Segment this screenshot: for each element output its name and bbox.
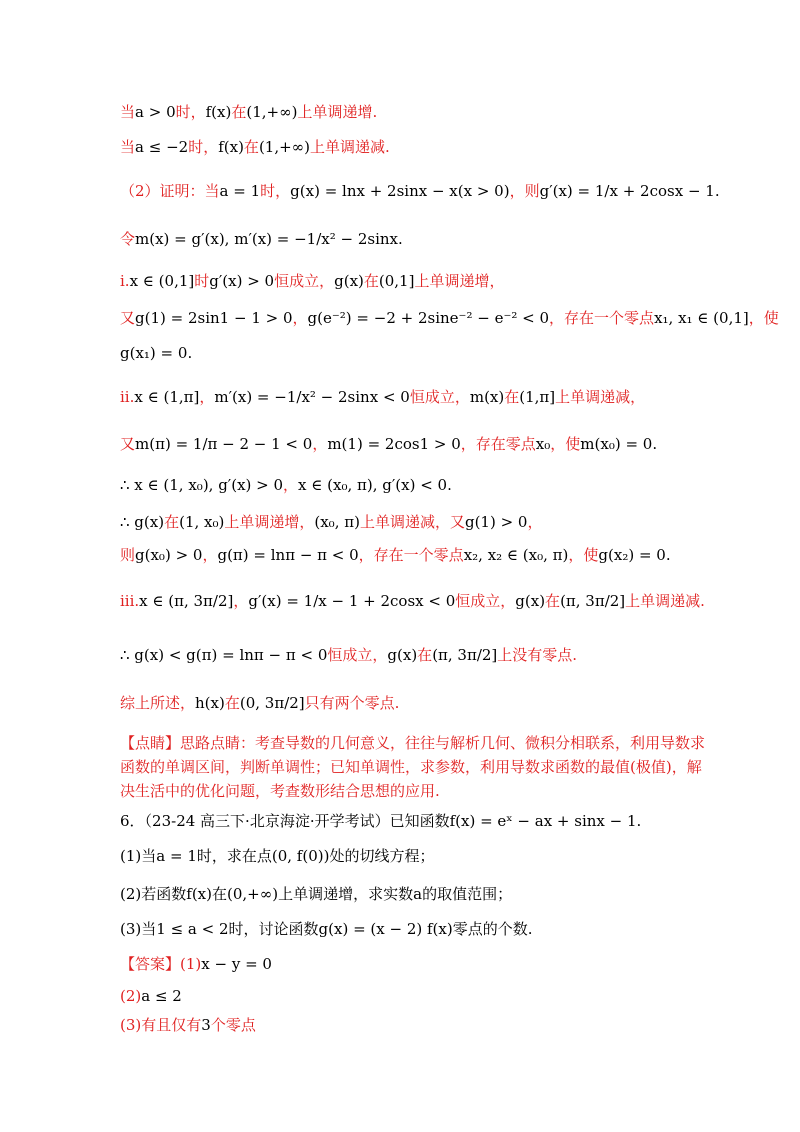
text-segment: a xyxy=(413,885,423,903)
text-segment: ，则 xyxy=(509,182,540,200)
text-segment: ，使 xyxy=(550,435,581,453)
line-subquestion-3 xyxy=(120,918,532,940)
line-hint-1 xyxy=(120,732,705,754)
text-segment: 个零点 xyxy=(210,1016,256,1034)
text-segment: . xyxy=(714,182,720,200)
text-segment: . xyxy=(398,230,403,248)
line-monotonicity-g xyxy=(120,511,542,533)
text-segment: a ≤ −2 xyxy=(135,138,189,156)
text-segment: 上单调递增. xyxy=(297,103,378,121)
text-segment: ， xyxy=(283,476,299,494)
text-segment: 在 xyxy=(545,592,561,610)
line-case-i xyxy=(120,270,504,292)
text-segment: f(x) xyxy=(205,103,232,121)
text-segment: m(x) xyxy=(469,388,505,406)
text-segment: ，存在零点 xyxy=(460,435,536,453)
text-segment: 在 xyxy=(224,694,240,712)
text-segment: 在 xyxy=(211,885,227,903)
text-segment: a = 1 xyxy=(156,847,197,865)
text-segment: h(x) xyxy=(195,694,225,712)
text-segment: (2) xyxy=(120,885,142,903)
text-segment: （2）证明：当 xyxy=(120,182,220,200)
text-segment: 上单调递增， xyxy=(224,513,315,531)
text-segment: (2) xyxy=(120,987,142,1005)
line-problem-6 xyxy=(120,810,641,832)
text-segment: (0,+∞) xyxy=(227,885,279,903)
text-segment: ∴ x ∈ (1, x₀), g′(x) > 0 xyxy=(120,476,284,494)
line-answer-3 xyxy=(120,1014,256,1036)
text-segment: ，存在一个零点 xyxy=(549,309,655,327)
line-define-m xyxy=(120,228,403,250)
text-segment: 综上所述， xyxy=(120,694,196,712)
text-segment: (1,π] xyxy=(519,388,556,406)
text-segment: 在 xyxy=(363,272,379,290)
text-segment: (1,+∞) xyxy=(258,138,311,156)
text-segment: 零点的个数. xyxy=(452,920,533,938)
text-segment: m(x) = g′(x), m′(x) = −1/x² − 2sinx xyxy=(135,230,399,248)
text-segment: 3 xyxy=(201,1016,211,1034)
text-segment: x − y = 0 xyxy=(201,955,272,973)
line-case-ii xyxy=(120,386,645,408)
text-segment: (1) xyxy=(120,847,142,865)
text-segment: 当 xyxy=(141,847,157,865)
text-segment: 上单调递增，求实数 xyxy=(278,885,414,903)
text-segment: m(1) = 2cos1 > 0 xyxy=(327,435,461,453)
line-answer-1 xyxy=(120,953,272,975)
text-segment: ， xyxy=(312,435,328,453)
text-segment: ，使 xyxy=(748,309,779,327)
text-segment: 的取值范围； xyxy=(422,885,513,903)
text-segment: (3) xyxy=(120,1016,142,1034)
text-segment: ， xyxy=(233,592,249,610)
line-sign-of-derivative xyxy=(120,474,452,496)
text-segment: g′(x) = 1/x + 2cosx − 1 xyxy=(539,182,715,200)
text-segment: (1, x₀) xyxy=(179,513,225,531)
text-segment: g′(x) > 0 xyxy=(209,272,275,290)
text-segment: 时， xyxy=(188,138,219,156)
text-segment: (π, 3π/2] xyxy=(432,646,498,664)
text-segment: 在 xyxy=(417,646,433,664)
text-segment: (x₀, π) xyxy=(314,513,360,531)
text-segment: g(x) = lnx + 2sinx − x(x > 0) xyxy=(290,182,510,200)
text-segment: 上单调递减， xyxy=(555,388,646,406)
text-segment: . xyxy=(636,812,642,830)
text-segment: 处的切线方程； xyxy=(329,847,435,865)
text-segment: 时，讨论函数 xyxy=(228,920,319,938)
line-case-i-zero xyxy=(120,307,779,329)
text-segment: x ∈ (x₀, π), g′(x) < 0 xyxy=(298,476,448,494)
text-segment: g(1) = 2sin1 − 1 > 0 xyxy=(135,309,293,327)
line-subquestion-1 xyxy=(120,845,434,867)
text-segment: (3) xyxy=(120,920,142,938)
text-segment: (π, 3π/2] xyxy=(560,592,626,610)
text-segment: 在 xyxy=(231,103,247,121)
text-segment: g′(x) = 1/x − 1 + 2cosx < 0 xyxy=(248,592,456,610)
text-segment: 在 xyxy=(243,138,259,156)
text-segment: (0, 3π/2] xyxy=(239,694,305,712)
text-segment: 恒成立， xyxy=(327,646,388,664)
line-hint-2 xyxy=(120,756,702,778)
line-g-x1-zero xyxy=(120,342,192,364)
text-segment: 决生活中的优化问题，考查数形结合思想的应用. xyxy=(120,782,440,800)
line-a-positive-increasing xyxy=(120,101,377,123)
text-segment: 1 ≤ a < 2 xyxy=(156,920,229,938)
text-segment: 则 xyxy=(120,546,136,564)
text-segment: 当 xyxy=(120,103,136,121)
text-segment: ，使 xyxy=(568,546,599,564)
line-proof-part2-intro xyxy=(120,180,720,202)
text-segment: ，存在一个零点 xyxy=(358,546,464,564)
text-segment: g(x₂) = 0 xyxy=(598,546,666,564)
text-segment: g(e⁻²) = −2 + 2sine⁻² − e⁻² < 0 xyxy=(307,309,550,327)
text-segment: g(x) xyxy=(334,272,364,290)
text-segment: ∴ g(x) xyxy=(120,513,165,531)
text-segment: 上单调递减. xyxy=(625,592,705,610)
text-segment: 时，求在点 xyxy=(196,847,272,865)
text-segment: 当 xyxy=(120,138,136,156)
text-segment: g(x) xyxy=(387,646,418,664)
line-subquestion-2 xyxy=(120,883,512,905)
text-segment: ∴ g(x) < g(π) = lnπ − π < 0 xyxy=(120,646,328,664)
text-segment: x ∈ (1,π] xyxy=(134,388,200,406)
text-segment: m(π) = 1/π − 2 − 1 < 0 xyxy=(135,435,313,453)
text-segment: 恒成立， xyxy=(455,592,516,610)
text-segment: (1) xyxy=(180,955,202,973)
line-case-ii-zero xyxy=(120,433,657,455)
line-a-le-neg2-decreasing xyxy=(120,136,390,158)
text-segment: iii. xyxy=(120,592,140,610)
text-segment: a > 0 xyxy=(135,103,176,121)
text-segment: x₂, x₂ ∈ (x₀, π) xyxy=(463,546,569,564)
line-no-zero xyxy=(120,644,577,666)
text-segment: . xyxy=(652,435,658,453)
text-segment: ， xyxy=(527,513,543,531)
text-segment: 有且仅有 xyxy=(141,1016,202,1034)
text-segment: 上单调递减. xyxy=(310,138,390,156)
text-segment: 时， xyxy=(260,182,291,200)
text-segment: x ∈ (π, 3π/2] xyxy=(139,592,234,610)
text-segment: g(x₁) = 0 xyxy=(120,344,188,362)
text-segment: g(x) = (x − 2) f(x) xyxy=(318,920,453,938)
text-segment: a = 1 xyxy=(219,182,261,200)
text-segment: . xyxy=(665,546,671,564)
text-segment: 当 xyxy=(141,920,157,938)
text-segment: . xyxy=(187,344,193,362)
line-answer-2 xyxy=(120,985,182,1007)
text-segment: 恒成立， xyxy=(274,272,335,290)
text-segment: g(π) = lnπ − π < 0 xyxy=(217,546,359,564)
text-segment: g(x₀) > 0 xyxy=(135,546,203,564)
text-segment: ， xyxy=(202,546,218,564)
text-segment: 6．（23-24 高三下·北京海淀·开学考试）已知函数 xyxy=(120,812,450,830)
text-segment: 若函数 xyxy=(141,885,187,903)
text-segment: f(x) = eˣ − ax + sinx − 1 xyxy=(449,812,637,830)
text-segment: ii. xyxy=(120,388,135,406)
text-segment: 上没有零点. xyxy=(497,646,578,664)
text-segment: 时 xyxy=(194,272,210,290)
text-segment: 时， xyxy=(175,103,206,121)
text-segment: 在 xyxy=(164,513,180,531)
text-segment: ， xyxy=(292,309,308,327)
text-segment: x ∈ (0,1] xyxy=(129,272,195,290)
text-segment: 在 xyxy=(504,388,520,406)
text-segment: 恒成立， xyxy=(409,388,470,406)
text-segment: g(1) > 0 xyxy=(464,513,528,531)
text-segment: 上单调递减，又 xyxy=(359,513,465,531)
text-segment: (0,1] xyxy=(378,272,415,290)
text-segment: 又 xyxy=(120,435,136,453)
text-segment: 上单调递增， xyxy=(414,272,505,290)
text-segment: a ≤ 2 xyxy=(141,987,182,1005)
text-segment: 令 xyxy=(120,230,136,248)
text-segment: 又 xyxy=(120,309,136,327)
line-case-iii xyxy=(120,590,705,612)
line-case-ii-second-zero xyxy=(120,544,671,566)
text-segment: x₀ xyxy=(535,435,551,453)
text-segment: 只有两个零点. xyxy=(304,694,400,712)
text-segment: f(x) xyxy=(186,885,212,903)
text-segment: 【点睛】思路点睛：考查导数的几何意义，往往与解析几何、微积分相联系，利用导数求 xyxy=(120,734,706,752)
text-segment: m(x₀) = 0 xyxy=(580,435,653,453)
text-segment: . xyxy=(447,476,452,494)
text-segment: ， xyxy=(199,388,215,406)
text-segment: (0, f(0)) xyxy=(271,847,330,865)
line-hint-3 xyxy=(120,780,440,802)
line-conclusion xyxy=(120,692,399,714)
text-segment: (1,+∞) xyxy=(246,103,298,121)
text-segment: 函数的单调区间，判断单调性；已知单调性，求参数，利用导数求函数的最值(极值)，解 xyxy=(120,758,702,776)
text-segment: m′(x) = −1/x² − 2sinx < 0 xyxy=(214,388,410,406)
text-segment: f(x) xyxy=(218,138,244,156)
text-segment: i. xyxy=(120,272,130,290)
text-segment: x₁, x₁ ∈ (0,1] xyxy=(654,309,749,327)
text-segment: 【答案】 xyxy=(120,955,181,973)
text-segment: g(x) xyxy=(515,592,546,610)
